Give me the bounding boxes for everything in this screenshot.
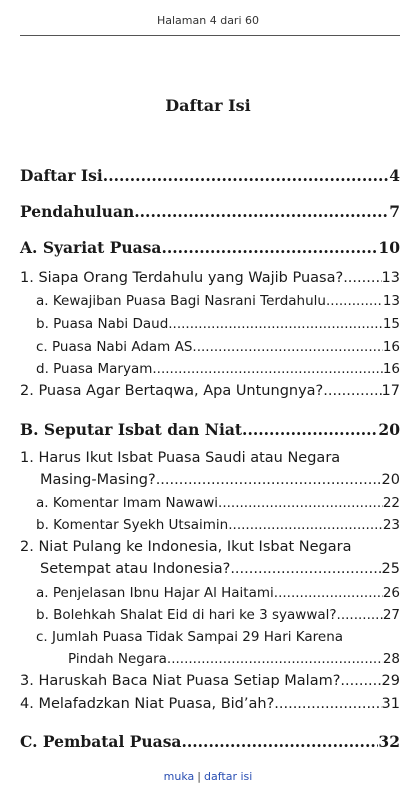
toc-page: 7 [389,202,400,221]
header-divider [20,35,400,36]
toc-entry-b2b[interactable] [36,607,400,623]
toc-page: 26 [382,585,400,601]
toc-leader [192,339,382,355]
toc-leader [228,517,383,533]
toc-entry-pendahuluan[interactable] [20,202,400,221]
toc-entry-b2[interactable] [40,561,400,577]
toc-entry-b2c[interactable] [68,651,400,667]
toc-label: Pindah Negara [68,651,167,667]
toc-leader [161,238,378,257]
toc-entry-a1d[interactable] [36,361,400,377]
toc-leader [343,270,381,286]
toc-entry-b1b[interactable] [36,517,400,533]
toc-label: a. Kewajiban Puasa Bagi Nasrani Terdahulu [36,293,326,309]
toc-page: 27 [382,607,400,623]
daftar-isi-link[interactable]: daftar isi [204,770,253,783]
toc-entry-a2[interactable] [20,383,400,399]
toc-label: 3. Haruskah Baca Niat Puasa Setiap Malam? [20,673,341,689]
toc-entry-a1b[interactable] [36,316,400,332]
toc-page: 31 [381,696,400,712]
toc-page: 13 [382,293,400,309]
muka-link[interactable]: muka [163,770,195,783]
toc-label: a. Penjelasan Ibnu Hajar Al Haitami [36,585,274,601]
toc-label: d. Puasa Maryam [36,361,153,377]
toc-entry-pembatal-puasa[interactable] [20,732,400,751]
toc-page: 17 [381,383,400,399]
toc-leader [134,202,389,221]
toc-leader [274,696,381,712]
toc-label: c. Puasa Nabi Adam AS [36,339,193,355]
toc-label: Daftar Isi [20,166,103,185]
toc-label: Setempat atau Indonesia? [40,561,231,577]
toc-page: 28 [382,651,400,667]
toc-label: a. Komentar Imam Nawawi [36,495,219,511]
toc-page: 29 [381,673,400,689]
toc-leader [167,651,383,667]
toc-page: 22 [382,495,400,511]
toc-label: b. Puasa Nabi Daud [36,316,169,332]
toc-entry-b3[interactable] [20,673,400,689]
toc-page: 20 [378,420,400,439]
toc-entry-daftar-isi[interactable] [20,166,400,185]
toc-entry-a1a[interactable] [36,293,400,309]
toc-page: 15 [382,316,400,332]
toc-leader [326,293,383,309]
toc-label: Pendahuluan [20,202,135,221]
toc-page: 20 [381,472,400,488]
toc-page: 32 [378,732,400,751]
page-title: Daftar Isi [165,96,251,115]
toc-leader [152,361,382,377]
toc-entry-a1c[interactable] [36,339,400,355]
toc-leader [274,585,383,601]
toc-page: 23 [382,517,400,533]
toc-leader [168,316,383,332]
toc-leader [156,472,382,488]
toc-leader [242,420,378,439]
footer-nav [0,770,416,783]
toc-label: 4. Melafadzkan Niat Puasa, Bid’ah? [20,696,275,712]
toc-label: Masing-Masing? [40,472,156,488]
toc-page: 4 [389,166,400,185]
toc-entry-b2-line1[interactable]: 2. Niat Pulang ke Indonesia, Ikut Isbat Negara [20,539,352,555]
toc-leader [218,495,383,511]
toc-entry-b1a[interactable] [36,495,400,511]
toc-label: C. Pembatal Puasa [20,732,182,751]
toc-entry-b1-line1[interactable]: 1. Harus Ikut Isbat Puasa Saudi atau Negara [20,450,341,466]
toc-leader [323,383,381,399]
toc-page: 16 [382,339,400,355]
toc-page: 25 [381,561,400,577]
toc-page: 16 [382,361,400,377]
toc-entry-b2a[interactable] [36,585,400,601]
toc-label: A. Syariat Puasa [20,238,162,257]
toc-leader [103,166,389,185]
toc-label: 2. Puasa Agar Bertaqwa, Apa Untungnya? [20,383,324,399]
toc-leader [337,607,383,623]
toc-page: 10 [378,238,400,257]
toc-leader [181,732,378,751]
toc-label: 1. Siapa Orang Terdahulu yang Wajib Puasa? [20,270,344,286]
toc-label: B. Seputar Isbat dan Niat [20,420,243,439]
toc-page: 13 [381,270,400,286]
page-indicator: Halaman 4 dari 60 [156,14,260,27]
toc-label: b. Bolehkah Shalat Eid di hari ke 3 syawwal? [36,607,337,623]
toc-entry-b2c-line1[interactable]: c. Jumlah Puasa Tidak Sampai 29 Hari Karena [36,629,344,645]
toc-leader [230,561,381,577]
toc-entry-a1[interactable] [20,270,400,286]
toc-entry-b4[interactable] [20,696,400,712]
toc-label: b. Komentar Syekh Utsaimin [36,517,229,533]
toc-entry-isbat-niat[interactable] [20,420,400,439]
footer-separator: | [197,770,201,783]
toc-entry-b1[interactable] [40,472,400,488]
toc-leader [340,673,381,689]
toc-entry-syariat-puasa[interactable] [20,238,400,257]
